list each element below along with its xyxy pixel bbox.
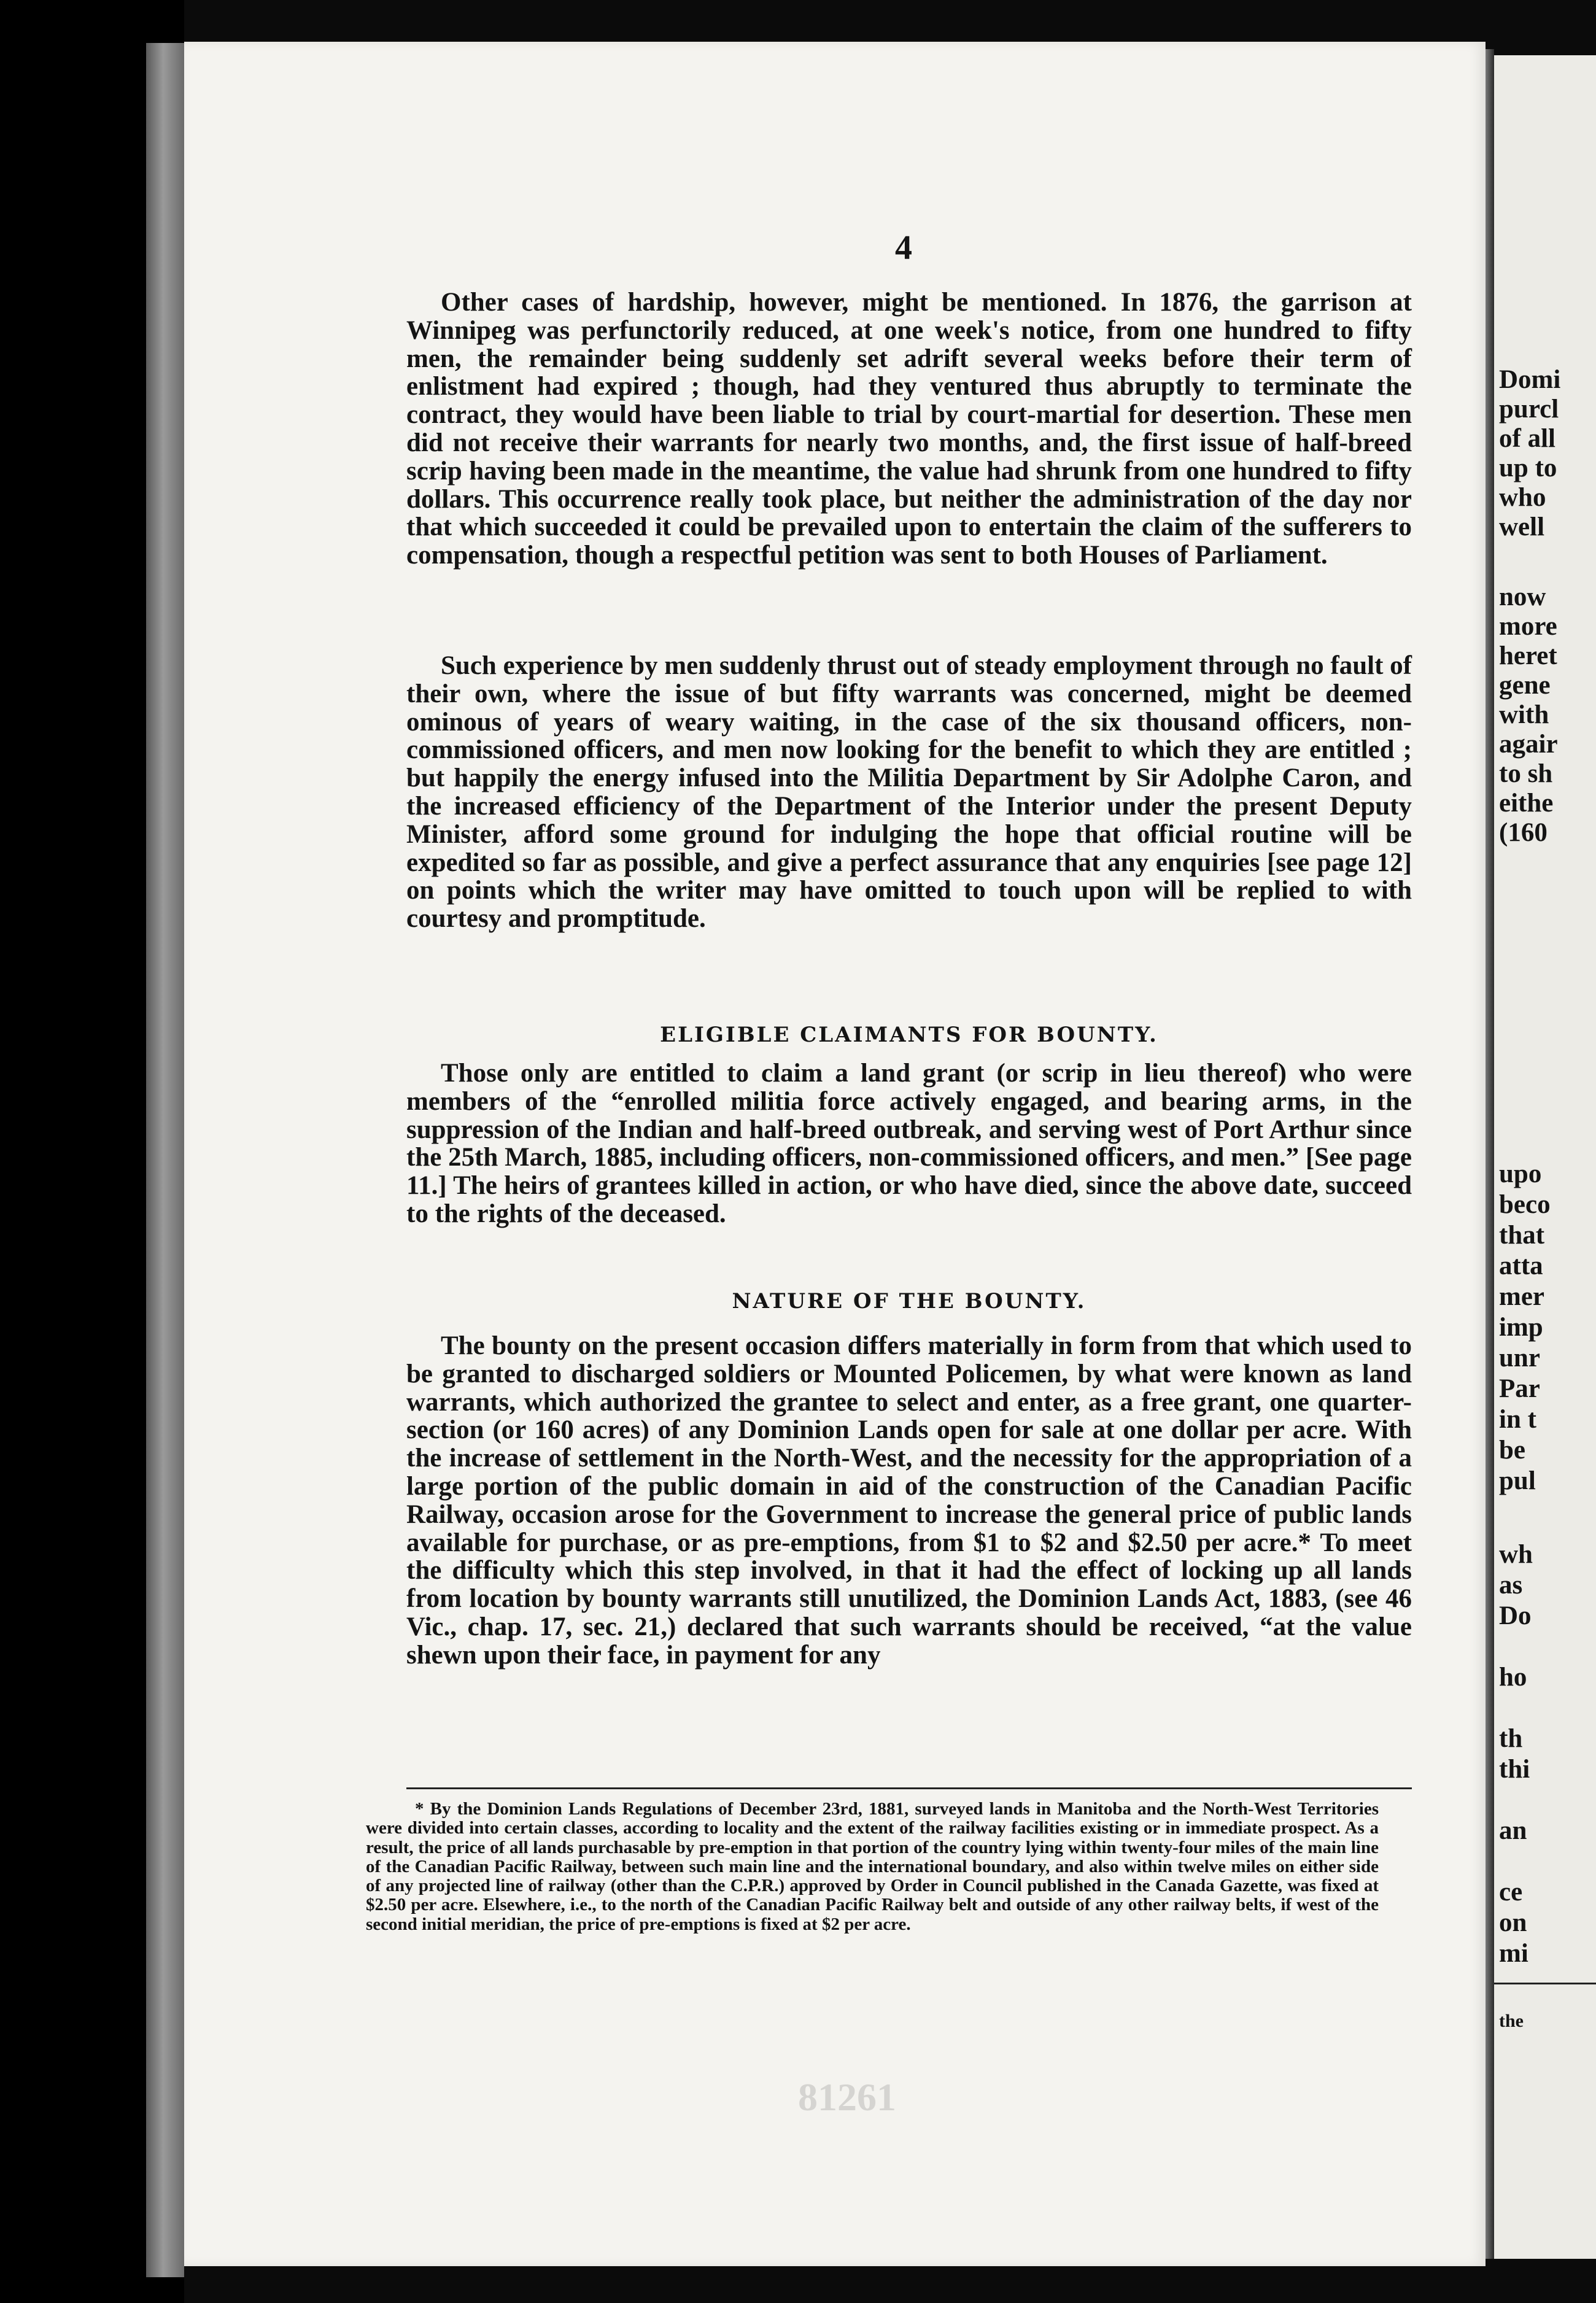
paragraph-eligible: Those only are entitled to claim a land grant (or scrip in lieu thereof) who were members of the “enrolled militia force actively engaged, and bearing arms, in the suppression of the Indian and half-breed outbreak, and serving west of Port Arthur since the 25th March, 1885, including officers, non-commissioned officers, and men.” [See page 11.] The heirs of grantees killed in action, or who have died, since the above date, succeed to the rights of the deceased. [406,1059,1412,1228]
facing-page-fragment: imp [1499,1313,1543,1342]
facing-page-fragment: with [1499,700,1549,729]
facing-page-fragment: eithe [1499,789,1554,818]
facing-page-fragment: atta [1499,1252,1543,1280]
facing-page-fragment: up to [1499,454,1557,482]
facing-page-fragment: of all [1499,424,1555,453]
facing-page-fragment: pul [1499,1466,1536,1495]
facing-page-fragment: Domi [1499,365,1561,394]
facing-page-fragment: mer [1499,1282,1544,1311]
facing-page-fragment: mi [1499,1939,1528,1968]
facing-page-fragment: th [1499,1724,1523,1753]
facing-page-fragment: Par [1499,1374,1540,1403]
facing-page-fragment: who [1499,483,1546,512]
facing-page-fragment: to sh [1499,759,1553,788]
facing-page-rule [1494,1983,1596,1984]
footnote [366,1800,1379,1934]
facing-page-fragment: an [1499,1816,1527,1845]
paragraph-experience: Such experience by men suddenly thrust out of steady employment through no fault of their own, where the issue of but fifty warrants was concerned, might be deemed ominous of years of weary waiting, in the case of the six thousand officers, non-commissioned officers, and men now looking for the benefit to which they are entitled ; but happily the energy infused into the Militia Department by Sir Adolphe Caron, and the increased efficiency of the Department of the Interior under the present Deputy Minister, afford some ground for indulging the hope that official routine will be expedited so far as possible, and give a perfect assurance that any enquiries [see page 12] on points which the writer may have omitted to touch upon will be replied to with courtesy and promptitude. [406,651,1412,934]
page-gutter [1486,49,1494,2259]
facing-page-fragment: agair [1499,730,1558,759]
facing-page-fragment: ho [1499,1663,1527,1692]
book-binding-edge [146,43,184,2277]
page-number: 4 [895,229,913,267]
facing-page-fragment: (160 [1499,818,1548,847]
facing-page-fragment: beco [1499,1190,1551,1219]
facing-page-fragment: ce [1499,1878,1523,1906]
facing-page-fragment: upo [1499,1159,1542,1188]
facing-page-fragment: the [1499,2011,1524,2031]
facing-page-edge [1494,55,1596,2259]
facing-page-fragment: heret [1499,641,1557,670]
paragraph-nature: The bounty on the present occasion differs materially in form from that which used to be granted to discharged soldiers or Mounted Policemen, by what were known as land warrants, which authorized the grantee to select and enter, as a free grant, one quarter-section (or 160 acres) of any Dominion Lands open for sale at one dollar per acre. With the increase of settlement in the North-West, and the necessity for the appropriation of a large portion of the public domain in aid of the construction of the Canadian Pacific Railway, occasion arose for the Government to increase the general price of public lands available for purchase, or as pre-emptions, from $1 to $2 and $2.50 per acre.* To meet the difficulty which this step involved, in that it had the effect of locking up all lands from location by bounty warrants still unutilized, the Dominion Lands Act, 1883, (see 46 Vic., chap. 17, sec. 21,) declared that such warrants should be received, “at the value shewn upon their face, in payment for any [406,1331,1412,1670]
paragraph-hardship: Other cases of hardship, however, might be mentioned. In 1876, the garrison at Winnipeg was perfunctorily reduced, at one week's notice, from one hundred to fifty men, the remainder being suddenly set adrift several weeks before their term of enlistment had expired ; though, had they ventured thus abruptly to terminate the contract, they would have been liable to trial by court-martial for desertion. These men did not receive their warrants for nearly two months, and, the first issue of half-breed scrip having been made in the meantime, the value had shrunk from one hundred to fifty dollars. This occurrence really took place, but neither the administration of the day nor that which succeeded it could be prevailed upon to entertain the claim of the sufferers to compensation, though a respectful petition was sent to both Houses of Parliament. [406,288,1412,570]
facing-page-fragment: in t [1499,1405,1536,1434]
facing-page-fragment: gene [1499,671,1551,700]
facing-page-fragment: be [1499,1436,1525,1465]
facing-page-fragment: wh [1499,1540,1533,1569]
footnote-rule [406,1787,1412,1789]
heading-nature-of-bounty: NATURE OF THE BOUNTY. [732,1289,1087,1314]
facing-page-fragment: that [1499,1221,1545,1250]
heading-eligible-claimants: ELIGIBLE CLAIMANTS FOR BOUNTY. [660,1023,1158,1047]
faded-stamp [792,2070,945,2125]
facing-page-fragment: well [1499,513,1545,541]
facing-page-fragment: as [1499,1571,1523,1600]
facing-page-fragment: unr [1499,1344,1540,1372]
facing-page-fragment: on [1499,1908,1527,1937]
facing-page-fragment: purcl [1499,395,1559,424]
facing-page-fragment: thi [1499,1755,1530,1784]
facing-page-fragment: more [1499,612,1557,641]
facing-page-fragment: Do [1499,1601,1532,1630]
facing-page-fragment: now [1499,583,1546,611]
stamp-text: 81261 [798,2075,896,2119]
footnote-text: * By the Dominion Lands Regulations of December 23rd, 1881, surveyed lands in Manitoba and the North-West Territories were divided into certain classes, according to locality and the extent of the railway facilities existing or in immediate prospect. As a result, the price of all lands purchasable by pre-emption in that portion of the country lying within twenty-four miles of the main line of the Canadian Pacific Railway, between such main line and the international boundary, and also within twelve miles on either side of any projected line of railway (other than the C.P.R.) approved by Order in Council published in the Canada Gazette, was fixed at $2.50 per acre. Elsewhere, i.e., to the north of the Canadian Pacific Railway belt and outside of any other railway belts, if west of the second initial meridian, the price of pre-emptions is fixed at $2 per acre. [366,1799,1379,1934]
